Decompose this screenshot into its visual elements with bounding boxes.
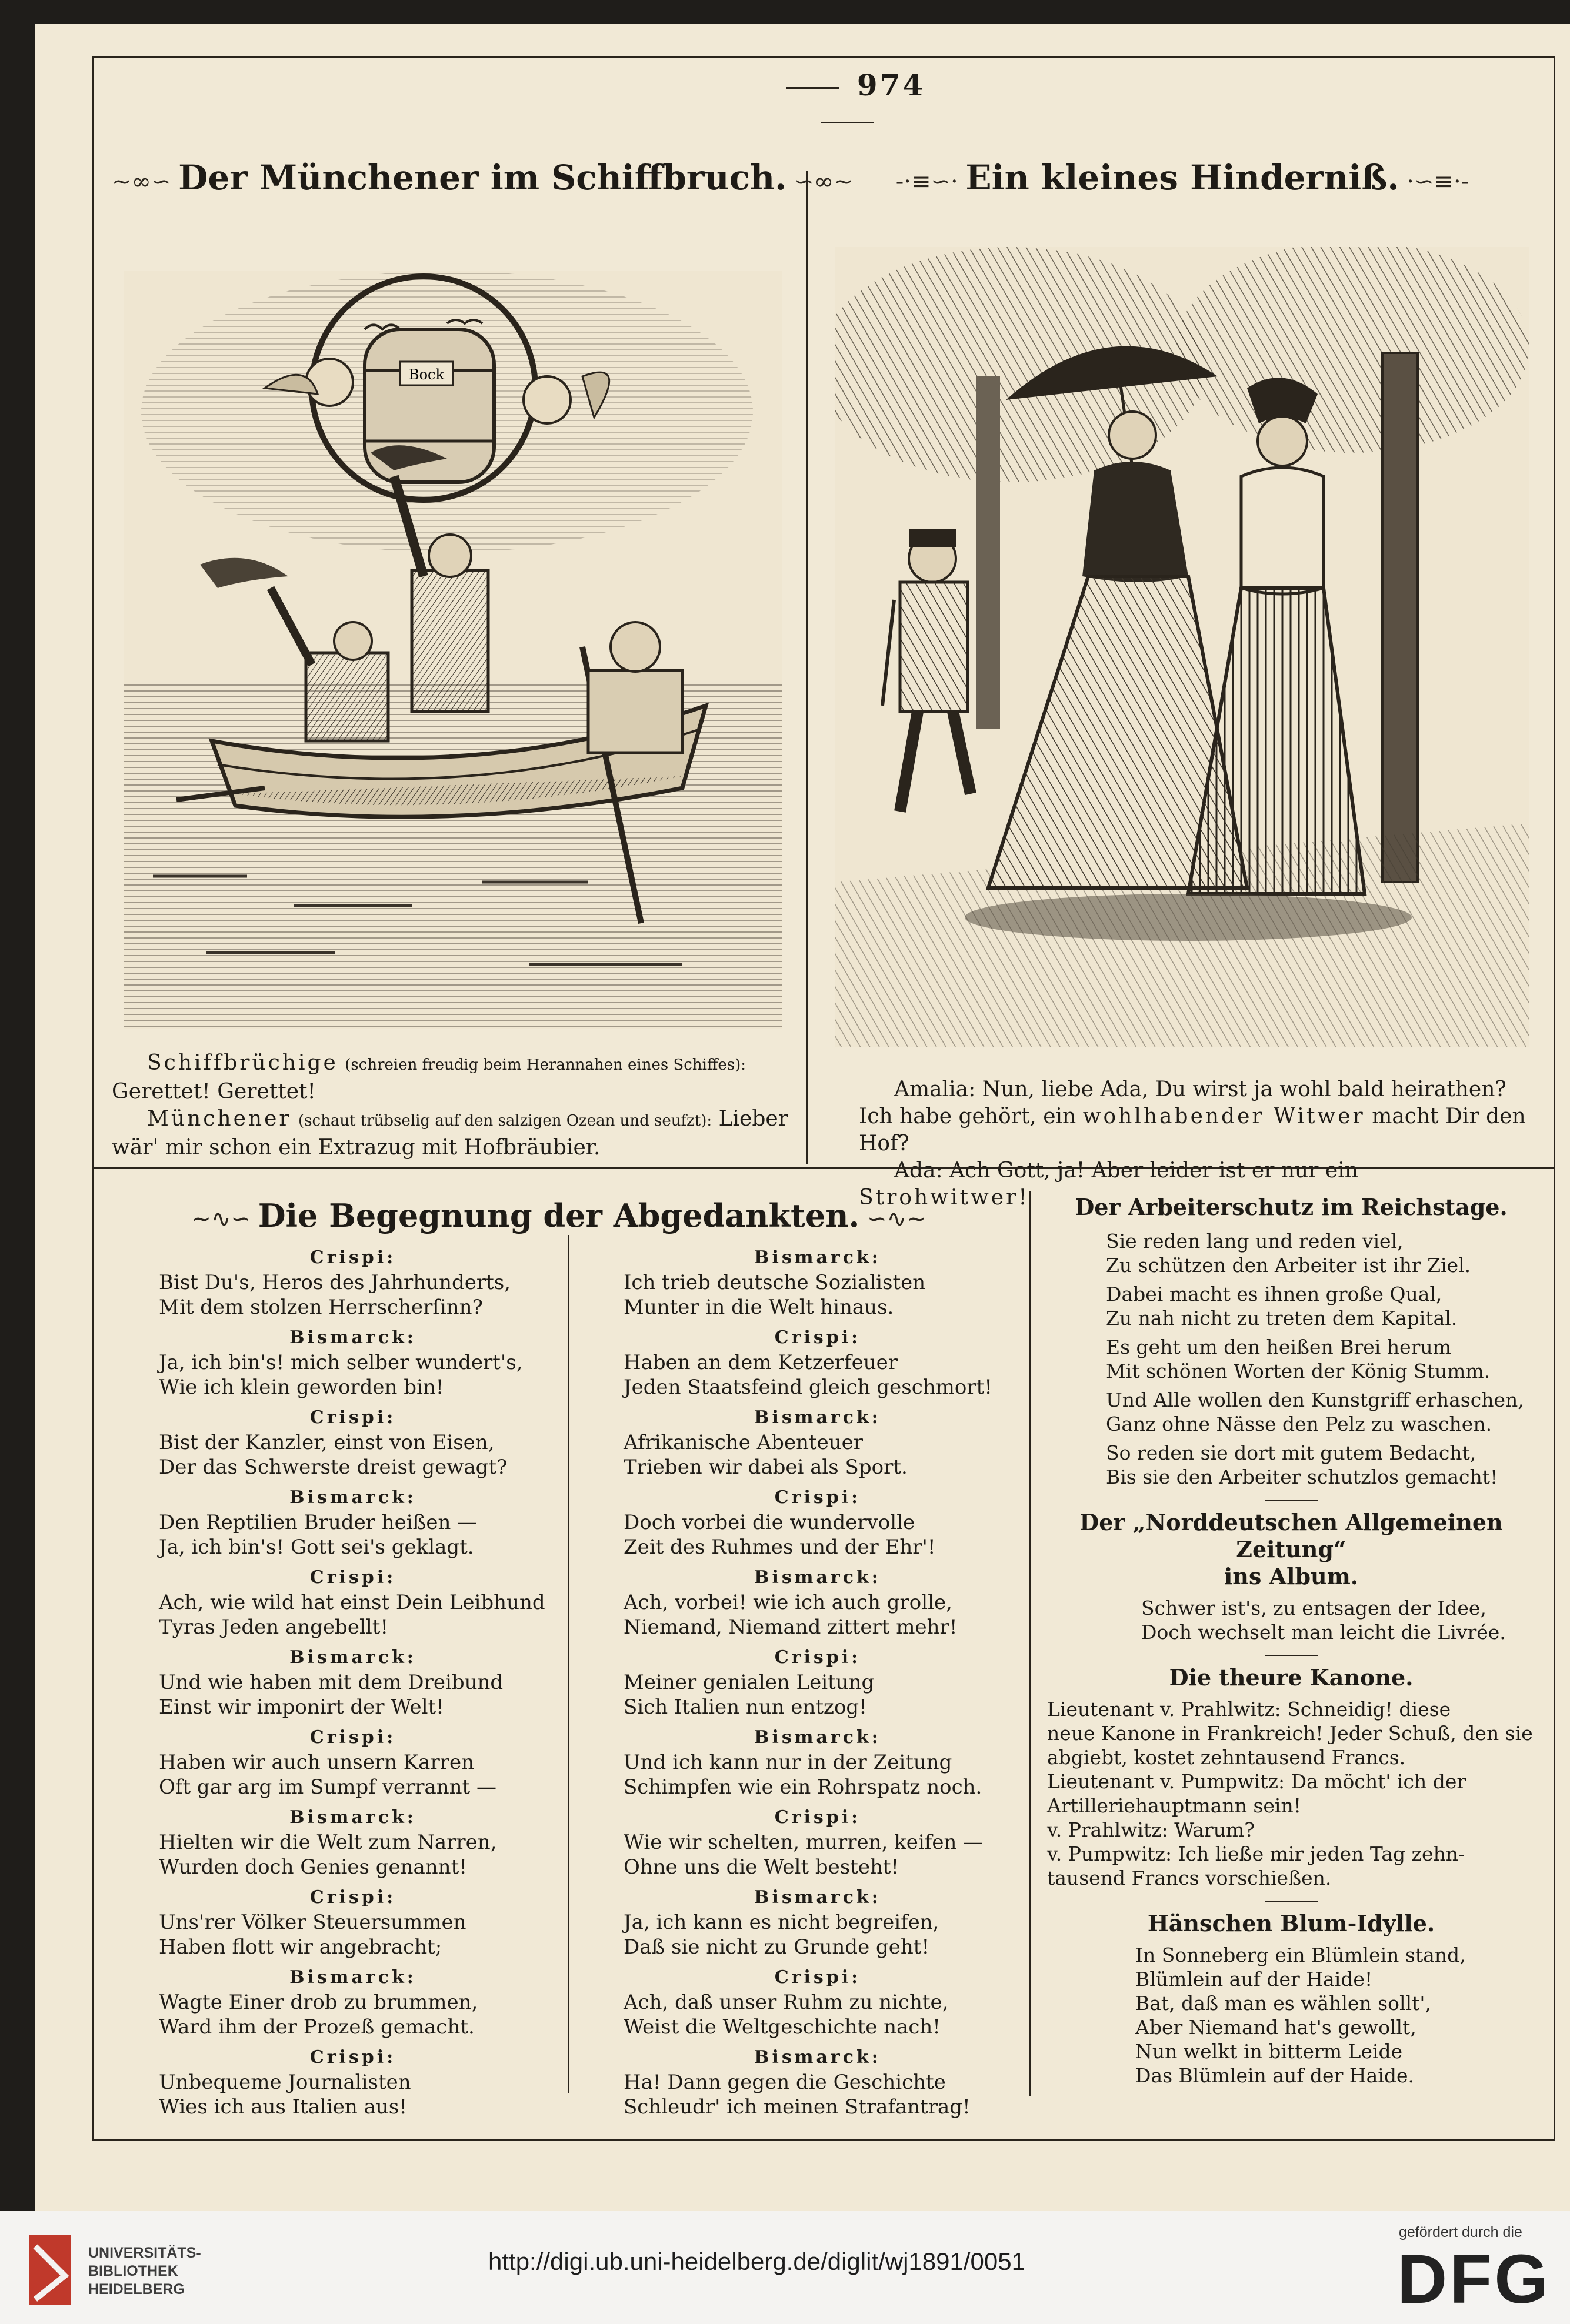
poem-speaker: Crispi:: [309, 1407, 396, 1428]
poem-line: Ach, vorbei! wie ich auch grolle,: [624, 1591, 952, 1614]
poem-line: Ja, ich bin's! Gott sei's geklagt.: [159, 1535, 474, 1559]
section-body-arbeiterschutz: [1047, 1229, 1535, 1489]
prose-line: tausend Francs vorschießen.: [1047, 1866, 1332, 1889]
prose-line: v. Pumpwitz: Ich ließe mir jeden Tag zehn-: [1047, 1842, 1465, 1865]
verse-line: Es geht um den heißen Brei herum: [1106, 1335, 1451, 1358]
poem-line: Und ich kann nur in der Zeitung: [624, 1751, 952, 1774]
poem-speaker: Crispi:: [309, 1247, 396, 1268]
caption-speaker: Amalia:: [894, 1077, 976, 1101]
caption-speaker: Ada:: [894, 1158, 943, 1183]
page-number-dash-right: [821, 122, 874, 123]
verse-line: So reden sie dort mit gutem Bedacht,: [1106, 1441, 1476, 1464]
cherub-left: [306, 359, 353, 406]
poem-line: Oft gar arg im Sumpf verrannt —: [159, 1775, 496, 1799]
poem-line: Unbequeme Journalisten: [159, 2071, 411, 2094]
verse-line: Und Alle wollen den Kunstgriff erhaschen,: [1106, 1388, 1524, 1411]
poem-line: Bist Du's, Heros des Jahrhunderts,: [159, 1271, 511, 1294]
stanza: [1106, 1229, 1535, 1277]
poem-title-text: Die Begegnung der Abgedankten.: [258, 1197, 860, 1234]
poem-line: Meiner genialen Leitung: [624, 1671, 875, 1694]
poem-column-1: [159, 1240, 547, 2119]
poem-line: Ach, wie wild hat einst Dein Leibhund: [159, 1591, 545, 1614]
ada-bodice: [1241, 468, 1324, 594]
verse-line: Schwer ist's, zu entsagen der Idee,: [1141, 1597, 1486, 1620]
poem-speaker: Bismarck:: [754, 1727, 881, 1748]
ornament-icon: ~∞∽: [112, 168, 179, 195]
poem-line: Ich trieb deutsche Sozialisten: [624, 1271, 926, 1294]
poem-line: Niemand, Niemand zittert mehr!: [624, 1615, 958, 1639]
verse-line: Bis sie den Arbeiter schutzlos gemacht!: [1106, 1465, 1498, 1488]
prose-line: Lieutenant v. Pumpwitz: Da möcht' ich der: [1047, 1770, 1466, 1793]
gentleman-coat: [900, 582, 968, 712]
poem-line: Einst wir imponirt der Welt!: [159, 1695, 444, 1719]
caption-speaker: Münchener: [147, 1107, 292, 1131]
short-divider: [1265, 1901, 1318, 1902]
prose-line: neue Kanone in Frankreich! Jeder Schuß, den sie: [1047, 1722, 1533, 1745]
poem-column-divider: [568, 1235, 569, 2093]
university-name: [88, 2244, 201, 2299]
poem-line: Trieben wir dabei als Sport.: [624, 1455, 908, 1479]
poem-line: Tyras Jeden angebellt!: [159, 1615, 389, 1639]
caption-emphasis: wohlhabender Witwer: [1082, 1104, 1365, 1128]
poem-line: Wagte Einer drob zu brummen,: [159, 1991, 478, 2014]
ground-shadow: [965, 894, 1412, 941]
university-name-line3: HEIDELBERG: [88, 2281, 185, 2298]
poem-line: Afrikanische Abenteuer: [624, 1431, 864, 1454]
poem-speaker: Crispi:: [774, 1647, 861, 1668]
poem-speaker: Crispi:: [774, 1327, 861, 1348]
poem-line: Jeden Staatsfeind gleich geschmort!: [624, 1375, 992, 1399]
page-number-dash-left: [786, 87, 839, 89]
verse-line: Mit schönen Worten der König Stumm.: [1106, 1360, 1491, 1383]
left-panel-title: [112, 158, 854, 198]
left-caption: [112, 1050, 788, 1161]
verse-line: Zu nah nicht zu treten dem Kapital.: [1106, 1307, 1458, 1330]
university-name-line1: UNIVERSITÄTS-: [88, 2245, 201, 2261]
right-text-column: [1047, 1194, 1535, 2088]
verse-line: Dabei macht es ihnen große Qual,: [1106, 1283, 1442, 1305]
stanza: [1106, 1388, 1535, 1436]
section-rule: [92, 1167, 1554, 1169]
left-caption-para2: [112, 1106, 788, 1161]
verse-line: Blümlein auf der Haide!: [1135, 1968, 1373, 1991]
poem-line: Bist der Kanzler, einst von Eisen,: [159, 1431, 495, 1454]
prose-line: v. Prahlwitz: Warum?: [1047, 1818, 1255, 1841]
verse-line: Nun welkt in bitterm Leide: [1135, 2040, 1403, 2063]
caption-emphasis: Strohwitwer!: [859, 1186, 1029, 1210]
poem-line: Schleudr' ich meinen Strafantrag!: [624, 2095, 971, 2119]
barrel-label: Bock: [408, 366, 445, 383]
poem-line: Wie wir schelten, murren, keifen —: [624, 1831, 984, 1854]
prose-line: abgiebt, kostet zehntausend Francs.: [1047, 1746, 1406, 1769]
university-logo-icon: [24, 2229, 76, 2311]
tree-canopy-right: [1176, 247, 1529, 453]
verse-line: Aber Niemand hat's gewollt,: [1135, 2016, 1416, 2039]
caption-speaker: Schiffbrüchige: [147, 1051, 338, 1075]
poem-speaker: Bismarck:: [754, 1407, 881, 1428]
left-panel-title-text: Der Münchener im Schiffbruch.: [178, 158, 787, 198]
poem-speaker: Bismarck:: [754, 1567, 881, 1588]
prose-line: Artilleriehauptmann sein!: [1047, 1794, 1301, 1817]
poem-title: [112, 1197, 1006, 1234]
poem-line: Uns'rer Völker Steuersummen: [159, 1911, 466, 1934]
right-column-divider: [1029, 1191, 1031, 2096]
prose-line: Lieutenant v. Prahlwitz: Schneidig! diese: [1047, 1698, 1451, 1721]
section-title-arbeiterschutz: Der Arbeiterschutz im Reichstage.: [1075, 1194, 1508, 1220]
ornament-icon: ∽∞~: [786, 168, 854, 195]
poem-line: Der das Schwerste dreist gewagt?: [159, 1455, 508, 1479]
poem-line: Ha! Dann gegen die Geschichte: [624, 2071, 946, 2094]
short-divider: [1265, 1655, 1318, 1656]
poem-speaker: Crispi:: [774, 1807, 861, 1828]
section-body-kanone: [1047, 1697, 1535, 1890]
poem-line: Haben an dem Ketzerfeuer: [624, 1351, 898, 1374]
poem-line: Zeit des Ruhmes und der Ehr'!: [624, 1535, 936, 1559]
poem-speaker: Bismarck:: [289, 1807, 416, 1828]
poem-speaker: Crispi:: [309, 1567, 396, 1588]
poem-line: Daß sie nicht zu Grunde geht!: [624, 1935, 930, 1959]
man-waving: [412, 570, 488, 712]
caption-speech: Ach Gott, ja! Aber leider ist er nur ein: [949, 1158, 1358, 1183]
poem-line: Den Reptilien Bruder heißen —: [159, 1511, 478, 1534]
poem-speaker: Crispi:: [309, 1887, 396, 1908]
funding-text: gefördert durch die: [1399, 2224, 1522, 2240]
poem-line: Wurden doch Genies genannt!: [159, 1855, 467, 1879]
right-panel-title: [844, 158, 1521, 198]
poem-line: Sich Italien nun entzog!: [624, 1695, 867, 1719]
page-number: [729, 68, 965, 137]
poem-line: Haben wir auch unsern Karren: [159, 1751, 474, 1774]
stanza: [1106, 1282, 1535, 1330]
poem-line: Ach, daß unser Ruhm zu nichte,: [624, 1991, 949, 2014]
poem-line: Ja, ich kann es nicht begreifen,: [624, 1911, 939, 1934]
section-title-norddeutsche: Der „Norddeutschen Allgemeinen Zeitung“: [1079, 1509, 1503, 1562]
poem-speaker: Bismarck:: [754, 1887, 881, 1908]
caption-stage-direction: (schreien freudig beim Herannahen eines Schiffes):: [345, 1056, 746, 1074]
poem-line: Und wie haben mit dem Dreibund: [159, 1671, 504, 1694]
caption-stage-direction: (schaut trübselig auf den salzigen Ozean und seufzt):: [298, 1112, 712, 1130]
poem-line: Ohne uns die Welt besteht!: [624, 1855, 899, 1879]
verse-line: Bat, daß man es wählen sollt',: [1135, 1992, 1431, 2015]
ornament-icon: -·≡∽·: [895, 168, 966, 195]
poem-speaker: Bismarck:: [289, 1327, 416, 1348]
university-name-line2: BIBLIOTHEK: [88, 2263, 178, 2279]
caption-speech: Nun, liebe Ada, Du wirst ja wohl bald heirathen? Ich habe gehört, ein: [859, 1077, 1506, 1128]
poem-line: Mit dem stolzen Herrscherſinn?: [159, 1295, 483, 1319]
park-illustration: [835, 247, 1529, 1047]
cherub-right: [524, 376, 571, 423]
poem-speaker: Crispi:: [774, 1967, 861, 1988]
permalink-url[interactable]: http://digi.ub.uni-heidelberg.de/diglit/wj1891/0051: [488, 2248, 1025, 2275]
poem-speaker: Crispi:: [774, 1487, 861, 1508]
tree-trunk-left: [976, 376, 1000, 729]
poem-speaker: Crispi:: [309, 1727, 396, 1748]
right-panel-title-text: Ein kleines Hinderniß.: [965, 158, 1399, 198]
right-caption: [859, 1076, 1529, 1211]
amalia-head: [1109, 412, 1156, 459]
ornament-icon: ~∿∽: [191, 1206, 258, 1233]
man-sitting-bavarian: [588, 670, 682, 753]
section-body-norddeutsche: [1047, 1596, 1535, 1644]
upper-column-divider: [806, 171, 808, 1164]
right-caption-para1: [859, 1076, 1529, 1157]
poem-line: Wies ich aus Italien aus!: [159, 2095, 407, 2119]
dfg-logo: DFG: [1397, 2240, 1551, 2318]
poem-speaker: Crispi:: [309, 2047, 396, 2068]
verse-line: Zu schützen den Arbeiter ist ihr Ziel.: [1106, 1254, 1471, 1277]
shipwreck-illustration: [118, 259, 788, 1035]
section-title-blum-idylle: Hänschen Blum-Idylle.: [1147, 1910, 1435, 1936]
poem-speaker: Bismarck:: [754, 1247, 881, 1268]
verse-line: Das Blümlein auf der Haide.: [1135, 2064, 1414, 2087]
poem-line: Wie ich klein geworden bin!: [159, 1375, 444, 1399]
poem-line: Ward ihm der Prozeß gemacht.: [159, 2015, 475, 2039]
caption-speech: Gerettet! Gerettet!: [112, 1080, 316, 1104]
stanza: [1106, 1335, 1535, 1383]
verse-line: In Sonneberg ein Blümlein stand,: [1135, 1944, 1466, 1966]
tree-trunk-right: [1382, 353, 1418, 882]
poem-column-2: [624, 1240, 1012, 2119]
stanza: [1106, 1441, 1535, 1489]
poem-speaker: Bismarck:: [289, 1967, 416, 1988]
section-title-kanone: Die theure Kanone.: [1169, 1664, 1414, 1691]
verse-line: Doch wechselt man leicht die Livrée.: [1141, 1621, 1506, 1644]
poem-line: Munter in die Welt hinaus.: [624, 1295, 894, 1319]
poem-speaker: Bismarck:: [289, 1647, 416, 1668]
caption-speech: Lieber wär' mir schon ein Extrazug mit Hofbräubier.: [112, 1107, 788, 1160]
poem-line: Hielten wir die Welt zum Narren,: [159, 1831, 497, 1854]
poem-speaker: Bismarck:: [754, 2047, 881, 2068]
poem-line: Weist die Weltgeschichte nach!: [624, 2015, 941, 2039]
verse-line: Ganz ohne Nässe den Pelz zu waschen.: [1106, 1413, 1492, 1435]
ornament-icon: ·∽≡·-: [1399, 168, 1469, 195]
ornament-icon: ∽∿~: [859, 1206, 926, 1233]
poem-line: Schimpfen wie ein Rohrspatz noch.: [624, 1775, 982, 1799]
section-title-norddeutsche-line2: ins Album.: [1224, 1563, 1359, 1590]
verse-line: Sie reden lang und reden viel,: [1106, 1230, 1404, 1253]
poem-line: Haben flott wir angebracht;: [159, 1935, 442, 1959]
magazine-page: [35, 24, 1570, 2211]
page-number-text: 974: [856, 68, 926, 102]
caption-speech: macht Dir den Hof?: [859, 1104, 1526, 1156]
section-body-blum-idylle: [1047, 1943, 1535, 2088]
ada-head: [1258, 416, 1307, 466]
poem-line: Doch vorbei die wundervolle: [624, 1511, 915, 1534]
poem-speaker: Bismarck:: [289, 1487, 416, 1508]
short-divider: [1265, 1500, 1318, 1501]
man-kneeling: [306, 653, 388, 741]
left-caption-para1: [112, 1050, 788, 1106]
poem-line: Ja, ich bin's! mich selber wundert's,: [159, 1351, 523, 1374]
